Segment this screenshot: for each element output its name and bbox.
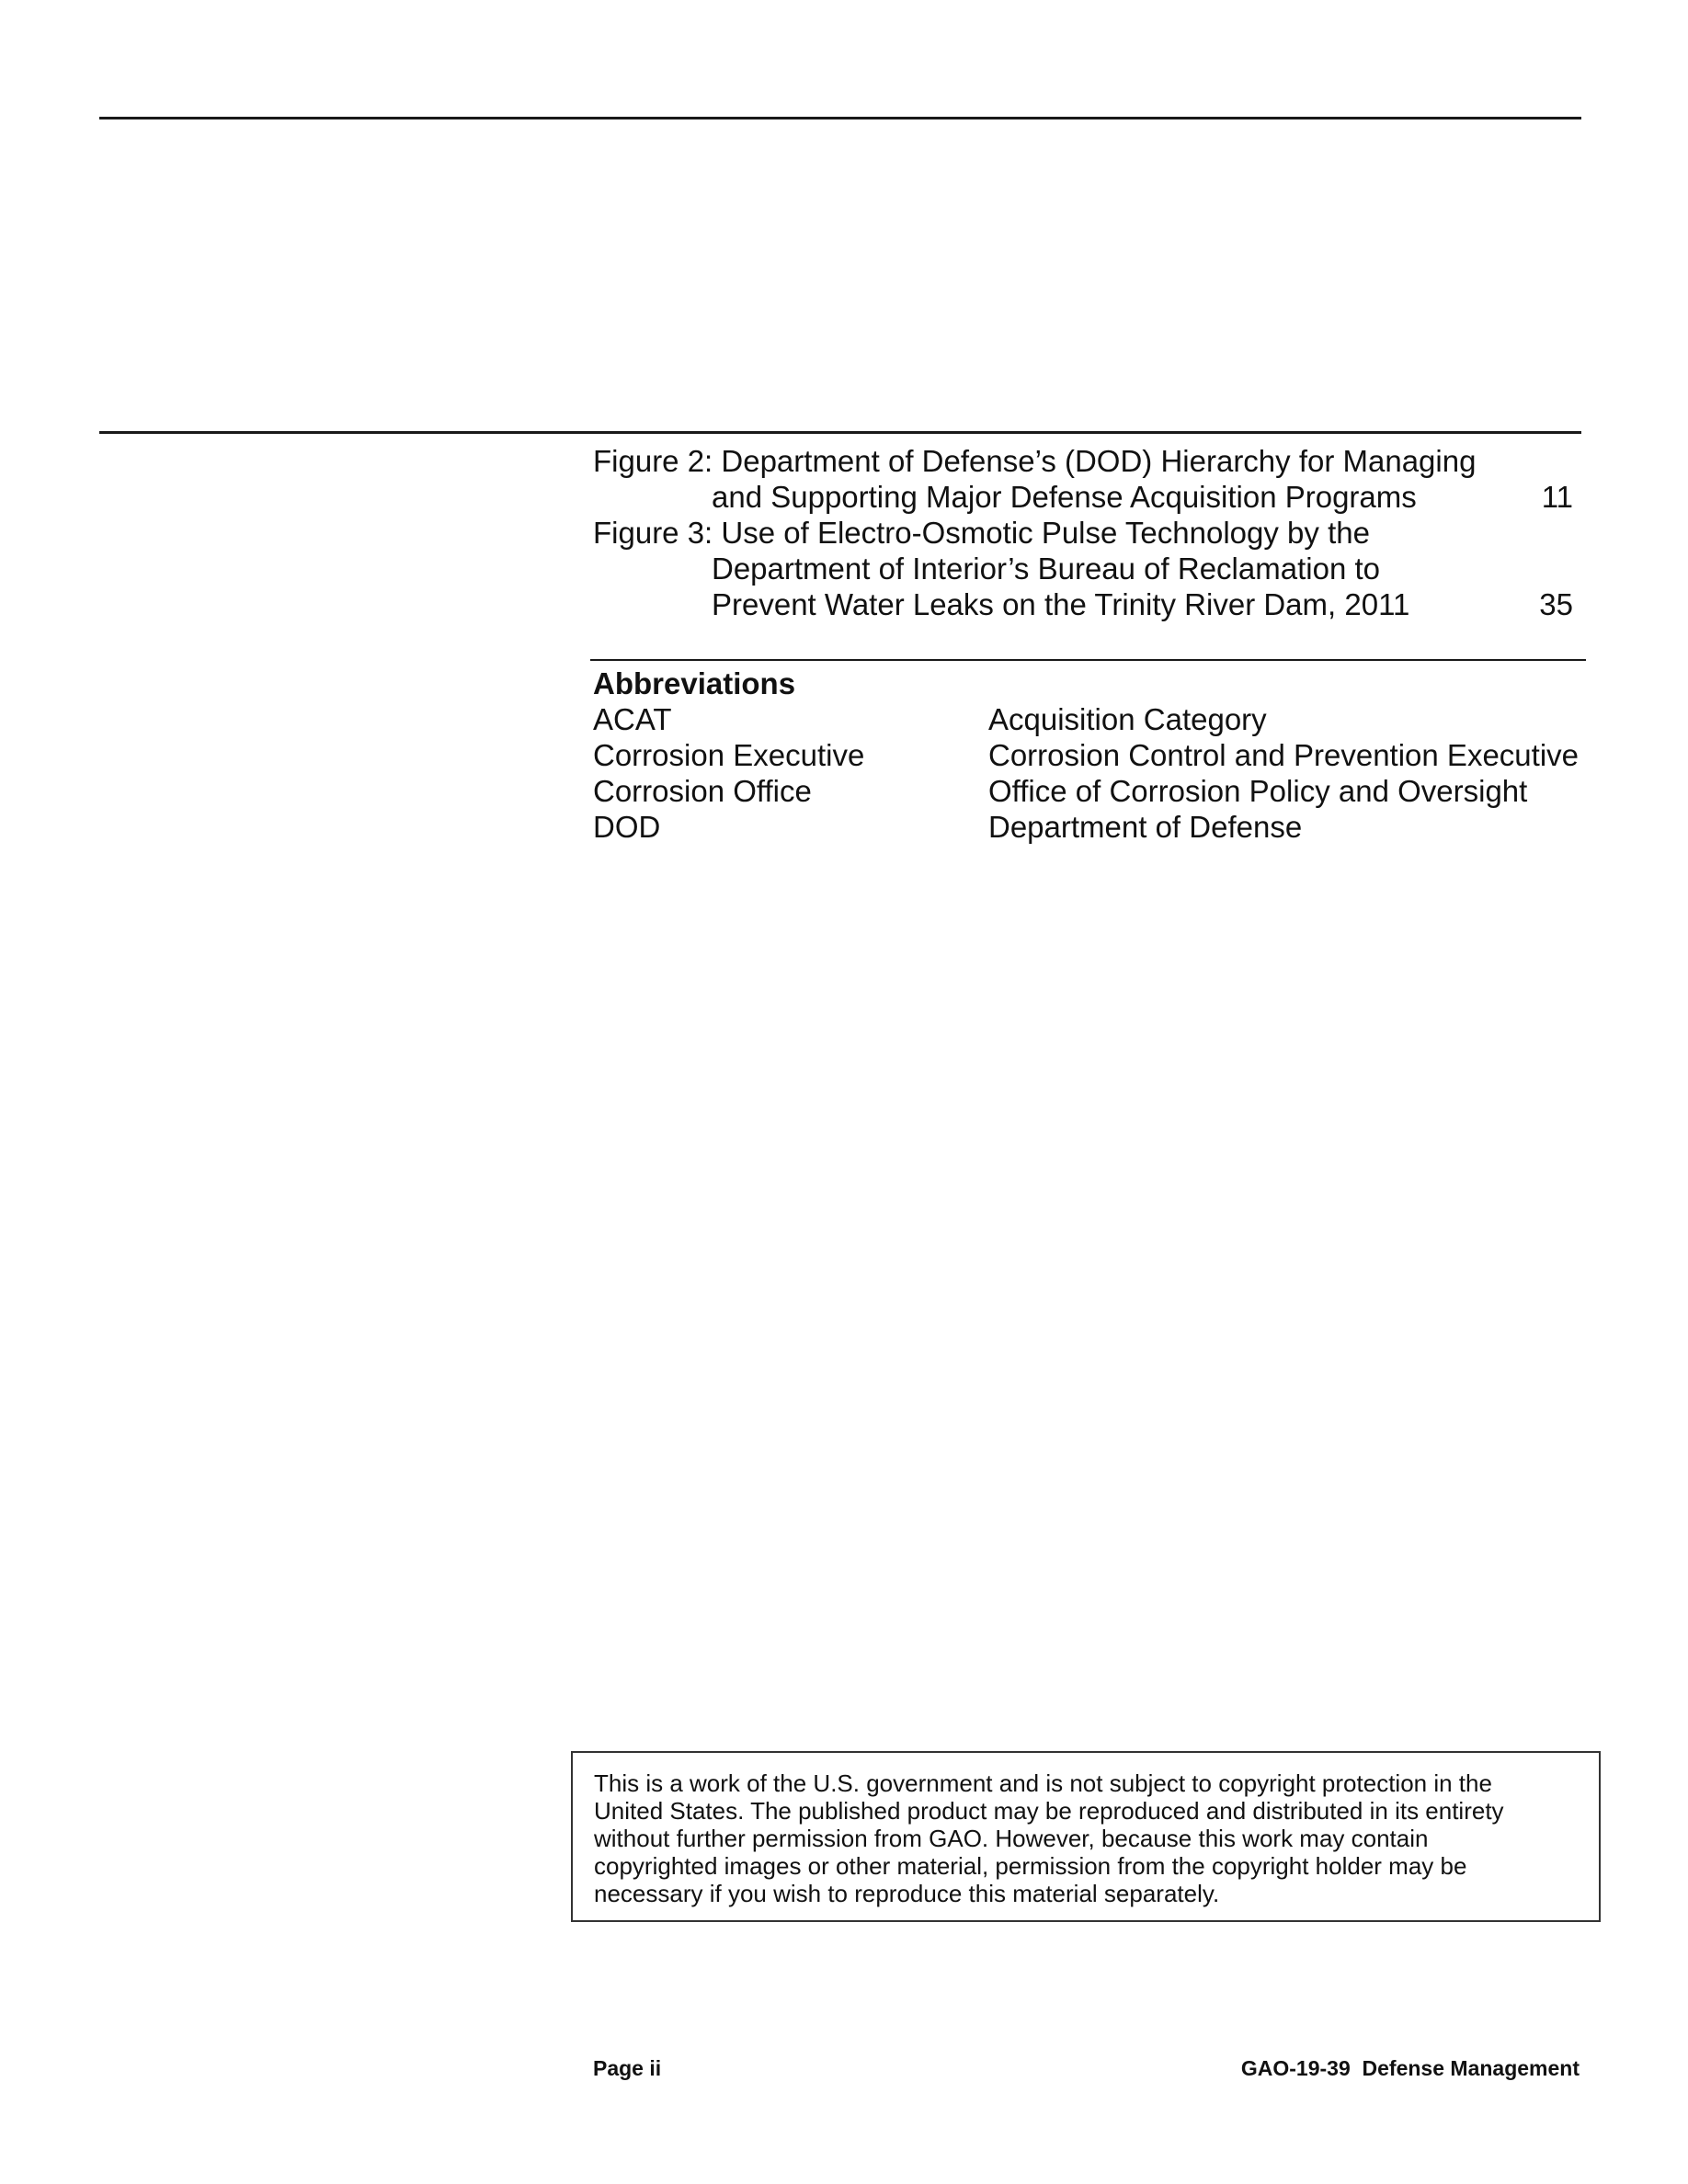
- abbreviation-term: Corrosion Office: [593, 774, 812, 808]
- abbreviations-heading: Abbreviations: [593, 666, 796, 700]
- figure-list: [593, 443, 1579, 622]
- figure-title-text: Figure 3: Use of Electro-Osmotic Pulse Technology by the: [593, 516, 1370, 550]
- figure-title-text: and Supporting Major Defense Acquisition Programs: [712, 480, 1417, 514]
- figure-title-text: Department of Interior’s Bureau of Reclamation to: [712, 552, 1380, 586]
- figure-title-text: Prevent Water Leaks on the Trinity River Dam, 2011: [712, 587, 1410, 621]
- figure-line: [593, 443, 1579, 479]
- abbreviation-term: ACAT: [593, 702, 672, 736]
- abbreviation-term: Corrosion Executive: [593, 738, 865, 772]
- abbreviation-definition: Corrosion Control and Prevention Executive: [988, 738, 1580, 772]
- figure-entry[interactable]: [593, 515, 1579, 622]
- abbreviation-definition: Acquisition Category: [988, 702, 1267, 736]
- figure-page-number: 35: [1539, 587, 1573, 621]
- abbreviation-definition: Department of Defense: [988, 810, 1303, 844]
- figure-line: [593, 586, 1579, 622]
- abbreviation-definition: Office of Corrosion Policy and Oversight: [988, 774, 1528, 808]
- report-identifier: GAO-19-39 Defense Management: [1240, 2056, 1580, 2080]
- notice-line: This is a work of the U.S. government and is not subject to copyright protection in the: [594, 1769, 1492, 1797]
- figure-entry[interactable]: [593, 443, 1579, 515]
- copyright-notice: [571, 1751, 1601, 1922]
- figure-page-number: 11: [1541, 480, 1573, 514]
- figure-line: [593, 479, 1579, 515]
- notice-line: United States. The published product may be reproduced and distributed in its entirety: [594, 1797, 1504, 1825]
- page-number: Page ii: [593, 2056, 662, 2080]
- notice-line: necessary if you wish to reproduce this material separately.: [594, 1880, 1220, 1907]
- notice-line: without further permission from GAO. However, because this work may contain: [594, 1825, 1429, 1852]
- top-rule: [99, 117, 1581, 119]
- notice-line: copyrighted images or other material, permission from the copyright holder may be: [594, 1852, 1467, 1880]
- figure-line: [593, 551, 1579, 586]
- figure-line: [593, 515, 1579, 551]
- section-rule: [99, 431, 1581, 434]
- abbreviation-term: DOD: [593, 810, 661, 844]
- figure-title-text: Figure 2: Department of Defense’s (DOD) Hierarchy for Managing: [593, 444, 1477, 478]
- abbreviations-rule: [590, 659, 1586, 661]
